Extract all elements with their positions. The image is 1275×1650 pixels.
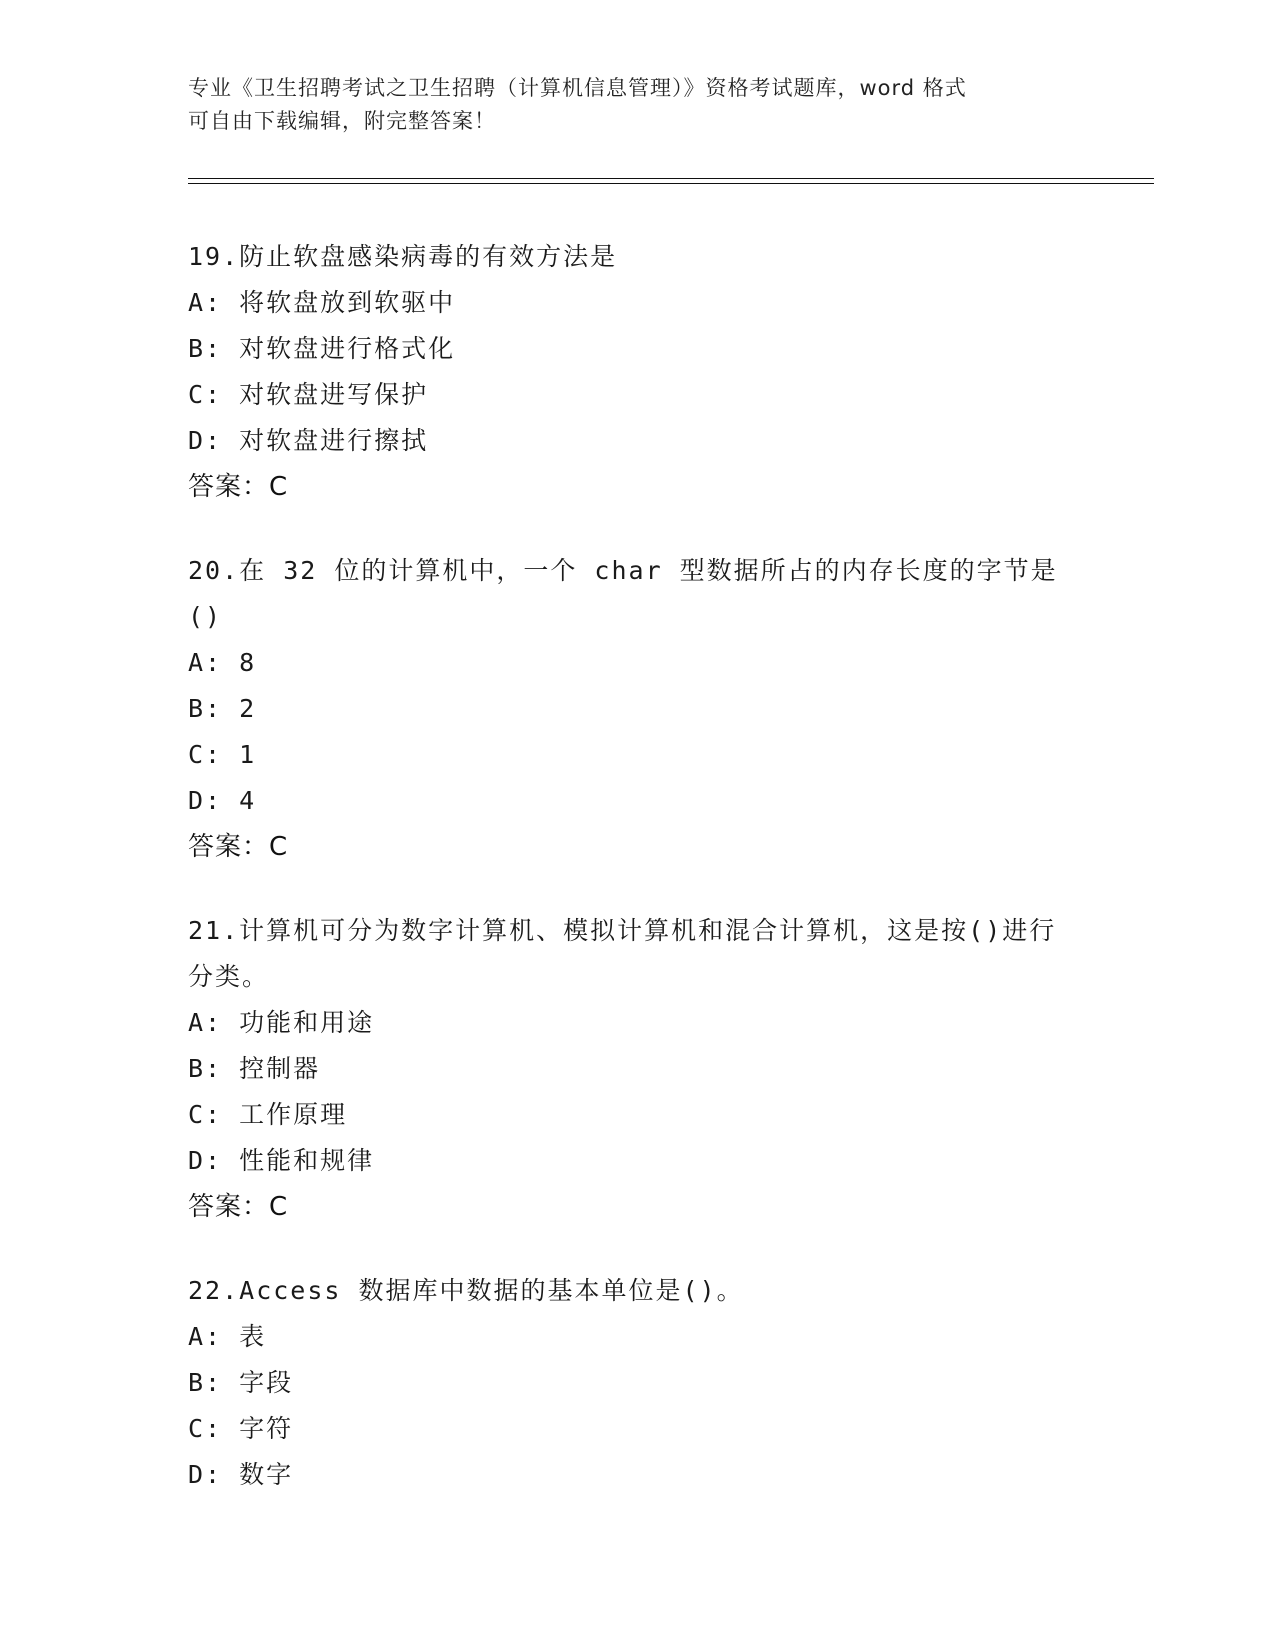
question-22 [188,1268,1088,1498]
question-list [188,234,1088,1536]
answer-line: 答案：C [188,832,289,862]
question-19 [188,234,1088,510]
option-a: A: 表 [188,1322,267,1351]
option-a: A: 8 [188,648,257,677]
option-d: D: 对软盘进行擦拭 [188,426,429,455]
option-c: C: 对软盘进写保护 [188,380,429,409]
question-text: 19.防止软盘感染病毒的有效方法是 [188,242,618,271]
document-header [188,72,1088,138]
option-b: B: 2 [188,694,257,723]
option-b: B: 控制器 [188,1054,321,1083]
option-d: D: 数字 [188,1460,294,1489]
option-a: A: 功能和用途 [188,1008,375,1037]
answer-line: 答案：C [188,1192,289,1222]
option-a: A: 将软盘放到软驱中 [188,288,456,317]
header-divider-top [188,178,1154,179]
question-text: 21.计算机可分为数字计算机、模拟计算机和混合计算机，这是按()进行分类。 [188,916,1057,991]
option-c: C: 字符 [188,1414,294,1443]
question-20 [188,548,1088,870]
option-c: C: 1 [188,740,257,769]
header-line-2: 可自由下载编辑，附完整答案！ [188,109,496,133]
answer-line: 答案：C [188,472,289,502]
option-b: B: 对软盘进行格式化 [188,334,456,363]
header-line-1: 专业《卫生招聘考试之卫生招聘（计算机信息管理）》资格考试题库，word 格式 [188,76,967,100]
question-text: 22.Access 数据库中数据的基本单位是()。 [188,1276,744,1305]
header-divider-bottom [188,183,1154,184]
question-text: 20.在 32 位的计算机中，一个 char 型数据所占的内存长度的字节是() [188,556,1058,631]
option-c: C: 工作原理 [188,1100,348,1129]
option-d: D: 4 [188,786,257,815]
option-b: B: 字段 [188,1368,294,1397]
option-d: D: 性能和规律 [188,1146,375,1175]
question-21 [188,908,1088,1230]
